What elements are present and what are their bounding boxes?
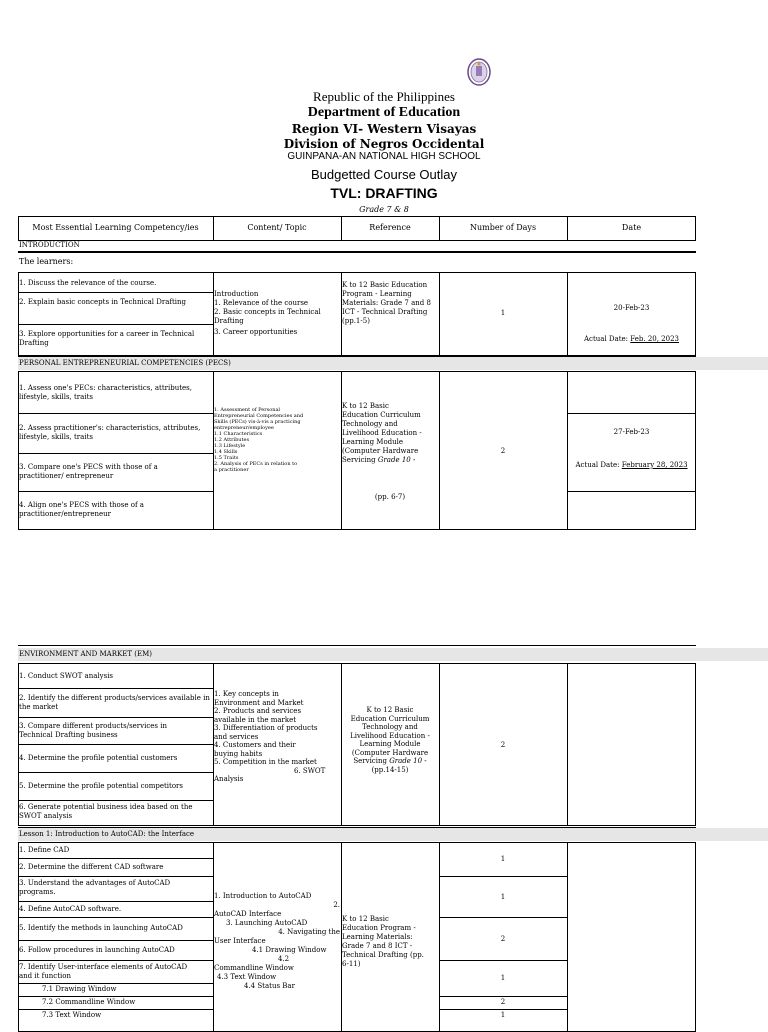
content-line: 3. Launching AutoCAD [226,919,308,927]
days-value: 2 [500,741,506,749]
content-line: 4. Navigating the [278,928,340,936]
division-heading: Division of Negros Occidental [283,137,485,151]
column-header-days: Number of Days [469,223,537,232]
republic-heading: Republic of the Philippines [313,89,455,104]
content-line: 1. Assessment of Personal [214,407,281,413]
region-heading: Region VI- Western Visayas [291,122,477,136]
actual-date: Actual Date: Feb. 20, 2023 [584,335,679,343]
department-heading: Department of Education [307,105,461,120]
content-line: Introduction [214,290,259,298]
section-title-em: ENVIRONMENT AND MARKET (EM) [18,648,768,661]
subject-title: TVL: DRAFTING [330,185,438,201]
content-line: Skills (PECs) vis-à-vis a practicing [214,419,301,425]
competency-item: 4. Define AutoCAD software. [19,905,122,913]
content-list [214,892,340,991]
content-line: 1. Relevance of the course [214,299,309,307]
actual-date: Actual Date: February 28, 2023 [575,461,688,469]
reference-pages: (pp. 6-7) [374,493,406,501]
content-line: 1.5 Traits [214,455,239,461]
scheduled-date: 20-Feb-23 [613,304,650,312]
days-value: 1 [500,855,506,863]
days-value: 1 [500,974,506,982]
competency-item: 3. Compare different products/services in Technical Drafting business [19,722,167,739]
deped-seal-logo [467,58,491,86]
competency-item: 7.2 Commandline Window [42,998,136,1006]
competency-item: 3. Explore opportunities for a career in Technical Drafting [19,330,195,347]
days-value: 2 [500,935,506,943]
competency-item: 5. Identify the methods in launching AutoCAD [19,924,183,932]
days-value: 1 [500,1011,506,1019]
reference-text: K to 12 Basic Education Curriculum Technology and Livelihood Education - Learning Module (Computer Hardware Servicing Grade 10 - (pp.14-15) [350,706,430,774]
content-line: Environment and Market [214,698,304,707]
content-line: and services [214,732,259,741]
competency-item: 1. Discuss the relevance of the course. [19,279,157,287]
content-line: 2. [333,901,340,909]
competency-item: 2. Explain basic concepts in Technical Drafting [19,298,187,306]
competency-item: 6. Follow procedures in launching AutoCAD [19,946,175,954]
competency-item: 1. Conduct SWOT analysis [19,672,114,680]
section-title-lesson1: Lesson 1: Introduction to AutoCAD: the Interface [18,828,768,841]
content-line: 2. Products and services [214,707,302,715]
competency-item: 2. Identify the different products/services available in the market [19,694,210,711]
content-line: Analysis [214,775,244,783]
content-line: 1.3 Lifestyle [214,443,246,449]
days-value: 2 [500,447,506,455]
column-header-competency: Most Essential Learning Competency/ies [32,223,199,232]
competency-item: 6. Generate potential business idea based on the SWOT analysis [19,803,193,820]
competency-item: 4. Determine the profile potential customers [19,754,178,762]
competency-item: 1. Define CAD [19,846,70,854]
reference-text: K to 12 Basic Education Program - Learning Materials: Grade 7 and 8 ICT - Technical Drafting (pp. 6-11) [342,915,424,968]
content-list [214,407,303,473]
competency-item: 7.1 Drawing Window [42,985,117,993]
content-line: 4.1 Drawing Window [252,946,327,954]
days-value: 1 [500,309,506,317]
competency-item: 4. Align one's PECS with those of a practitioner/entrepreneur [19,501,144,518]
content-line: 4.3 Text Window [217,973,277,981]
competency-item: 2. Determine the different CAD software [19,863,164,871]
column-header-date: Date [621,223,642,232]
section-title-pecs: PERSONAL ENTREPRENEURIAL COMPETENCIES (PECS) [18,357,768,370]
learners-label: The learners: [19,257,74,266]
scheduled-date: 27-Feb-23 [613,428,650,436]
content-line: 5. Competition in the market [214,758,317,766]
content-line: 1. Introduction to AutoCAD [214,892,312,900]
content-line: 1.1 Characteristics [214,431,263,437]
content-line: Entrepreneurial Competencies and [214,413,304,419]
document-type: Budgetted Course Outlay [311,167,457,182]
content-line: 2. Analysis of PECs in relation to [214,461,298,467]
content-line: 1.4 Skills [214,449,238,455]
section-title-introduction: INTRODUCTION [19,241,80,249]
content-line: 4.2 [278,955,290,963]
school-name: GUINPANA-AN NATIONAL HIGH SCHOOL [287,151,481,162]
content-line: Commandline Window [214,964,294,972]
reference-text: K to 12 Basic Education Program - Learning Materials: Grade 7 and 8 ICT - Technical Drafting (pp.1-5) [342,281,431,325]
content-line: 3. Differentiation of products [214,724,318,732]
content-line: 1.2 Attributes [214,437,250,443]
content-line: 6. SWOT [294,766,326,775]
content-line: available in the market [214,715,297,724]
competency-item: 5. Determine the profile potential competitors [19,782,183,790]
content-line: 2. Basic concepts in Technical Drafting [214,308,321,325]
competency-item: 3. Understand the advantages of AutoCAD programs. [19,879,171,896]
content-line: 4. Customers and their [214,741,296,749]
competency-item: 3. Compare one's PECS with those of a practitioner/ entrepreneur [19,463,158,480]
competency-item: 1. Assess one's PECs: characteristics, attributes, lifestyle, skills, traits [19,384,192,401]
competency-item: 7. Identify User-interface elements of AutoCAD and it function [19,963,188,980]
content-line: buying habits [214,749,263,758]
content-line: AutoCAD Interface [214,910,282,918]
content-line: 3. Career opportunities [214,328,298,336]
content-line: entrepreneur/employee [214,425,274,431]
column-header-content: Content/ Topic [247,223,307,232]
competency-item: 2. Assess practitioner's: characteristics, attributes, lifestyle, skills, traits [19,424,201,441]
competency-item: 7.3 Text Window [42,1011,102,1019]
content-line: 1. Key concepts in [214,690,279,698]
reference-text: K to 12 Basic Education Curriculum Technology and Livelihood Education - Learning Module (Computer Hardware Servicing Grade 10 - [342,402,422,464]
content-list [214,690,325,784]
content-line: 4.4 Status Bar [244,982,295,990]
column-header-reference: Reference [369,223,411,232]
days-value: 2 [500,998,506,1006]
content-line: User Interface [214,937,266,945]
content-line: a practitioner [214,467,249,473]
days-value: 1 [500,893,506,901]
grade-level: Grade 7 & 8 [359,205,409,214]
